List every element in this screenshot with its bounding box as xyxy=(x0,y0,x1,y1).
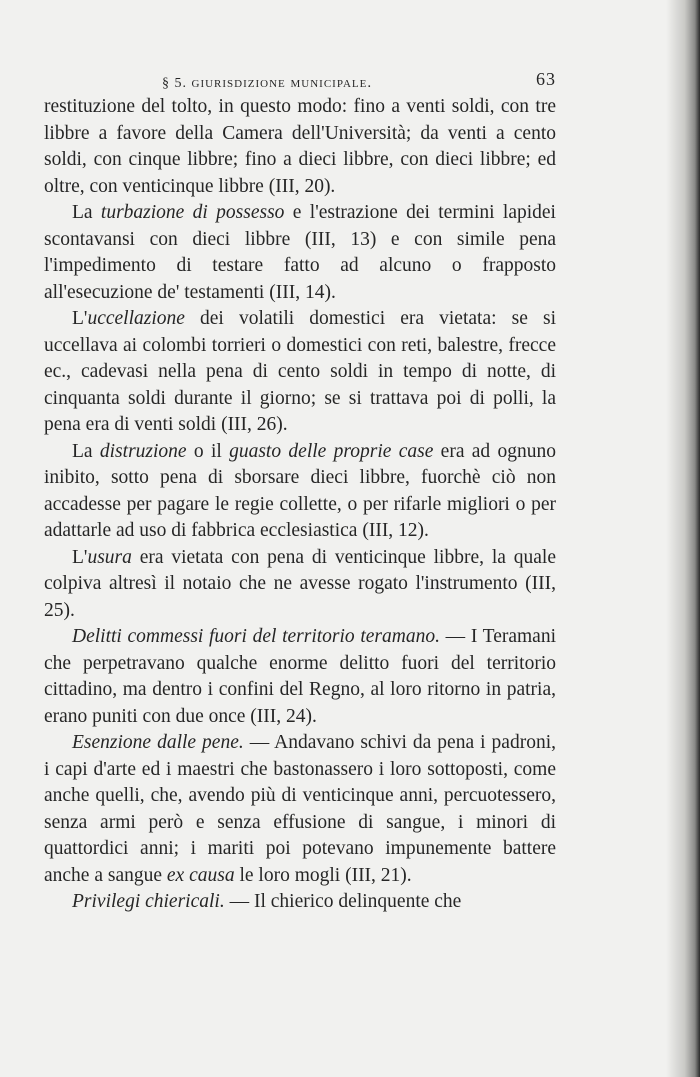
paragraph-7: Esenzione dalle pene. — Andavano schivi da pena i padroni, i capi d'arte ed i maestri che bastonassero i loro sottoposti, come anche quelli, che, avendo più di venticinque anni, percuotessero, senza armi però e senza effusione di sangue, i minori di quattordici anni; i mariti poi potevano impunemente battere anche a sangue ex causa le loro mogli (III, 21). xyxy=(44,732,556,886)
section-mark: § 5. xyxy=(162,76,187,91)
paragraph-4-lead-2: guasto delle proprie case xyxy=(229,440,434,462)
running-title: giurisdizione municipale. xyxy=(191,75,373,91)
paragraph-4: La distruzione o il guasto delle proprie case era ad ognuno inibito, sotto pena di sborsare dieci libbre, fuorchè ciò non accadesse per pagare le regie collette, o per rifarle migliori o per adattarle ad uso di fabbrica ecclesiastica (III, 12). xyxy=(44,440,556,541)
paragraph-7-latin: ex causa xyxy=(166,864,235,886)
paragraph-7-lead: Esenzione dalle pene. xyxy=(72,732,244,753)
paragraph-4-lead: distruzione xyxy=(99,440,187,462)
running-header xyxy=(44,64,556,94)
paragraph-8-lead: Privilegi chiericali. xyxy=(72,891,225,912)
paragraph-2-lead: turbazione di possesso xyxy=(100,202,285,223)
paragraph-5: L'usura era vietata con pena di venticinque libbre, la quale colpiva altresì il notaio che ne avesse rogato l'instrumento (III, 25). xyxy=(44,546,556,621)
paragraph-5-lead: usura xyxy=(87,546,132,568)
paragraph-2: La turbazione di possesso e l'estrazione dei termini lapidei scontavansi con dieci libbre (III, 13) e con simile pena l'impedimento di testare fatto ad alcuno o frapposto all'esecuzione de' testamenti (III, 14). xyxy=(44,202,556,303)
page-edge-shadow xyxy=(666,0,700,1077)
paragraph-3-lead: uccellazione xyxy=(87,308,185,329)
section-heading xyxy=(162,70,372,98)
paragraph-8: Privilegi chiericali. — Il chierico delinquente che xyxy=(72,891,462,912)
paragraph-1: restituzione del tolto, in questo modo: fino a venti soldi, con tre libbre a favore della Camera dell'Università; da venti a cento soldi, con cinque libbre; fino a dieci libbre, con dieci libbre; ed oltre, con venticinque libbre (III, 20). xyxy=(44,96,556,197)
book-page xyxy=(44,64,556,916)
paragraph-6-lead: Delitti commessi fuori del territorio teramano. xyxy=(72,626,440,647)
page-number: 63 xyxy=(536,69,556,89)
paragraph-6: Delitti commessi fuori del territorio teramano. — I Teramani che perpetravano qualche enorme delitto fuori del territorio cittadino, ma dentro i confini del Regno, al loro ritorno in patria, erano puniti con due once (III, 24). xyxy=(44,626,556,727)
paragraph-3: L'uccellazione dei volatili domestici era vietata: se si uccellava ai colombi torrieri o domestici con reti, balestre, frecce ec., cadevasi nella pena di cento soldi in tempo di notte, di cinquanta soldi durante il giorno; se si trattava poi di polli, la pena era di venti soldi (III, 26). xyxy=(44,308,556,435)
